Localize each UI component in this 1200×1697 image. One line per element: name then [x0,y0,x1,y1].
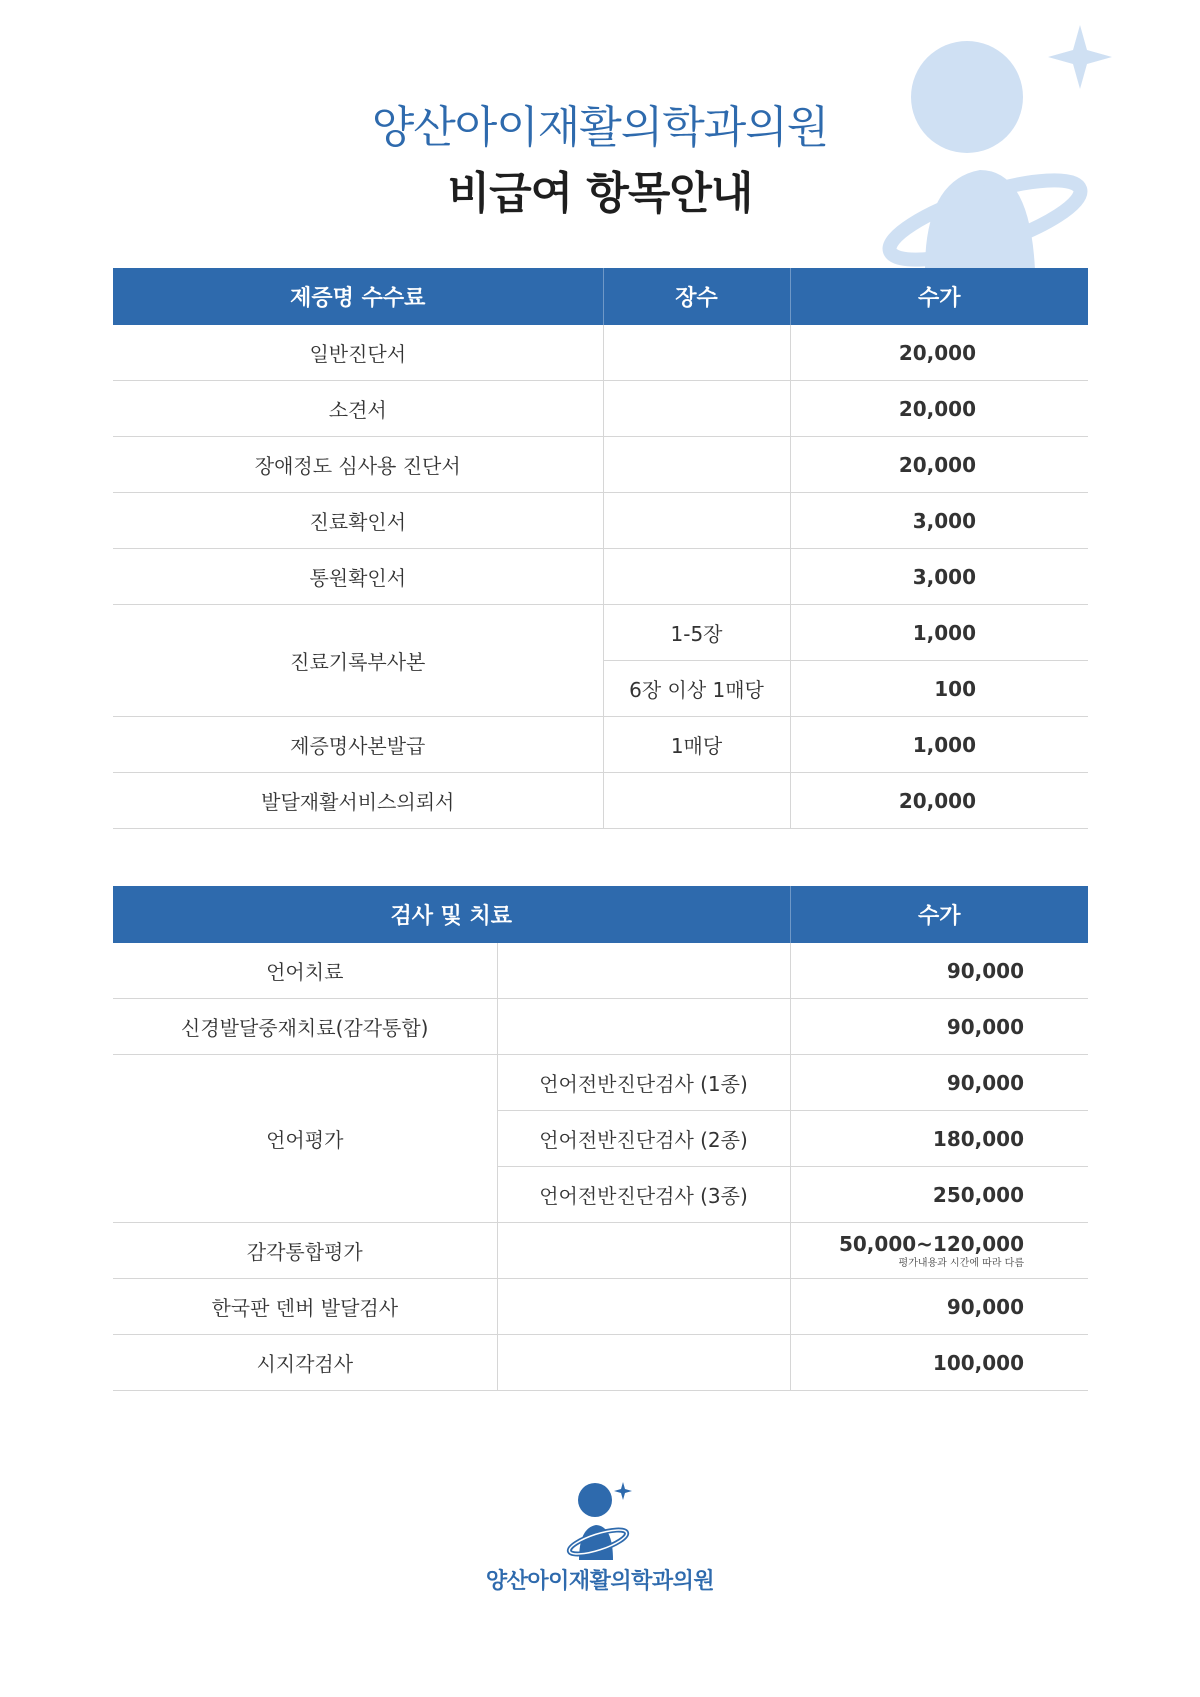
header-certificate: 제증명 수수료 [113,268,603,325]
item-count: 1매당 [603,717,790,773]
item-name: 시지각검사 [113,1335,497,1391]
table-row [113,1223,1088,1279]
item-price: 3,000 [790,493,1088,549]
item-price: 20,000 [790,773,1088,829]
item-price: 100 [790,661,1088,717]
item-detail [497,1223,790,1279]
item-name: 언어치료 [113,943,497,999]
item-price: 1,000 [790,605,1088,661]
header-price: 수가 [790,886,1088,943]
header-count: 장수 [603,268,790,325]
item-detail [497,1279,790,1335]
item-name: 신경발달중재치료(감각통합) [113,999,497,1055]
item-price: 250,000 [790,1167,1088,1223]
item-price: 3,000 [790,549,1088,605]
price-note: 평가내용과 시간에 따라 다름 [898,1257,1024,1269]
clinic-title: 양산아이재활의학과의원 [371,102,829,153]
table-row [113,1055,1088,1111]
planet-person-icon [565,1480,635,1560]
item-detail: 언어전반진단검사 (1종) [497,1055,790,1111]
item-count [603,437,790,493]
table-row [113,325,1088,381]
table-header-row [113,268,1088,325]
table-row [113,717,1088,773]
item-detail: 언어전반진단검사 (2종) [497,1111,790,1167]
item-name: 소견서 [113,381,603,437]
item-price: 20,000 [790,381,1088,437]
item-price-cell [790,1223,1088,1279]
footer-clinic-name: 양산아이재활의학과의원 [485,1569,715,1594]
item-name: 언어평가 [113,1055,497,1223]
item-price: 90,000 [790,999,1088,1055]
table-row [113,437,1088,493]
table-row [113,1335,1088,1391]
item-price: 90,000 [790,1279,1088,1335]
table-row [113,943,1088,999]
item-price: 90,000 [790,1055,1088,1111]
header-price: 수가 [790,268,1088,325]
item-price: 90,000 [790,943,1088,999]
item-count [603,549,790,605]
page-title: 비급여 항목안내 [447,168,753,219]
table-row [113,381,1088,437]
item-price: 100,000 [790,1335,1088,1391]
item-name: 감각통합평가 [113,1223,497,1279]
table-row [113,773,1088,829]
item-count [603,381,790,437]
item-name: 한국판 덴버 발달검사 [113,1279,497,1335]
item-price: 1,000 [790,717,1088,773]
item-name: 일반진단서 [113,325,603,381]
certificate-fee-table [113,268,1088,829]
table-row [113,605,1088,661]
item-name: 장애정도 심사용 진단서 [113,437,603,493]
table-row [113,493,1088,549]
header-treatment: 검사 및 치료 [113,886,790,943]
item-count: 6장 이상 1매당 [603,661,790,717]
item-name: 진료확인서 [113,493,603,549]
item-price: 20,000 [790,325,1088,381]
table-row [113,1279,1088,1335]
treatment-fee-table [113,886,1088,1391]
item-name: 제증명사본발급 [113,717,603,773]
table-row [113,549,1088,605]
item-price: 50,000~120,000 [838,1231,1024,1256]
item-name: 발달재활서비스의뢰서 [113,773,603,829]
item-count [603,773,790,829]
table-row [113,999,1088,1055]
page-header [0,100,1200,224]
item-price: 180,000 [790,1111,1088,1167]
item-detail [497,943,790,999]
item-detail [497,999,790,1055]
item-count: 1-5장 [603,605,790,661]
item-name: 통원확인서 [113,549,603,605]
item-count [603,325,790,381]
item-detail: 언어전반진단검사 (3종) [497,1167,790,1223]
item-name: 진료기록부사본 [113,605,603,717]
footer [0,1480,1200,1595]
item-price: 20,000 [790,437,1088,493]
table-header-row [113,886,1088,943]
item-count [603,493,790,549]
item-detail [497,1335,790,1391]
